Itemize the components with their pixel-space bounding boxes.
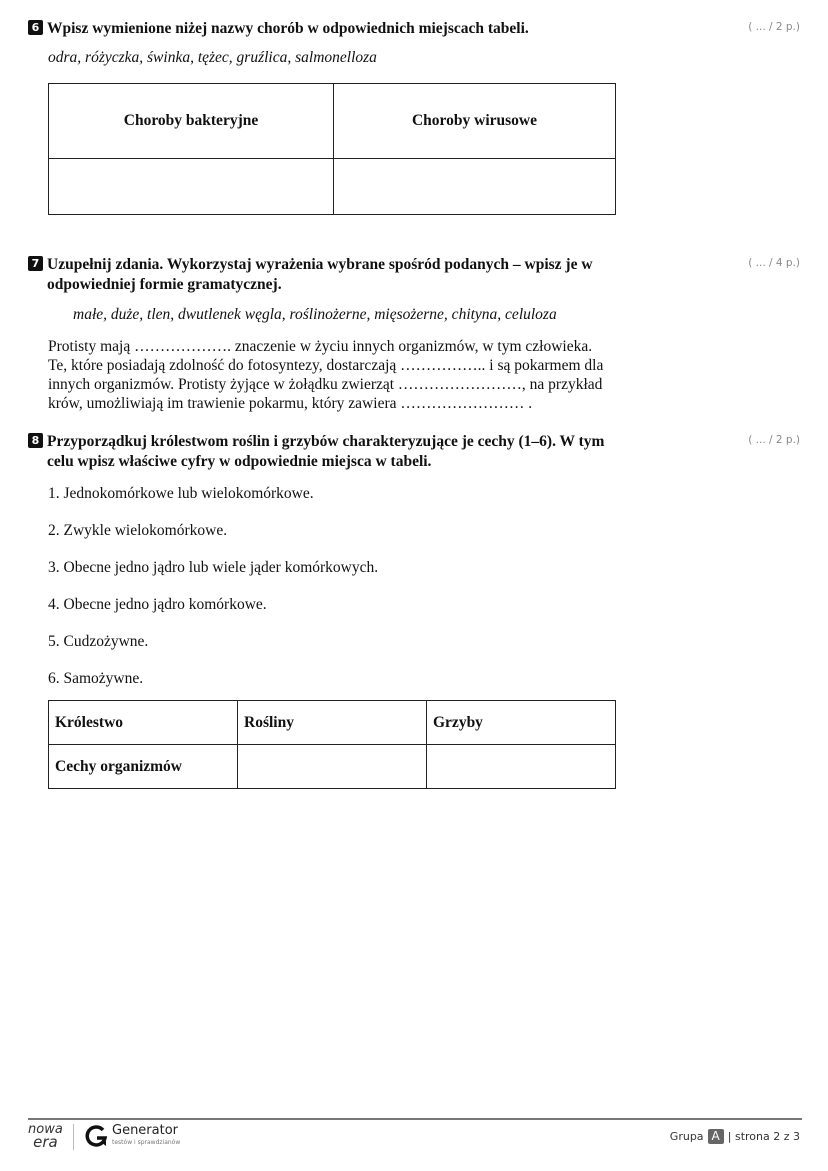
logo-text-nowa: nowa bbox=[28, 1122, 63, 1137]
list-item: 1. Jednokomórkowe lub wielokomórkowe. bbox=[48, 485, 314, 502]
page-number: | strona 2 z 3 bbox=[727, 1130, 800, 1143]
group-label: Grupa bbox=[669, 1130, 704, 1143]
task-number-badge: 6 bbox=[28, 20, 43, 35]
paragraph-line: krów, umożliwiają im trawienie pokarmu, który zawiera …………………… . bbox=[48, 395, 533, 412]
answer-cell-bacterial[interactable] bbox=[49, 159, 334, 215]
points-label: ( ... / 4 p.) bbox=[748, 257, 800, 269]
list-item: 5. Cudzożywne. bbox=[48, 633, 149, 650]
answer-cell-viral[interactable] bbox=[334, 159, 616, 215]
task-question: Przyporządkuj królestwom roślin i grzybów charakteryzujące je cechy (1–6). W tym celu wpisz właściwe cyfry w odpowiednie miejsca w tabeli. bbox=[47, 433, 605, 470]
paragraph-line: Protisty mają ………………. znaczenie w życiu innych organizmów, w tym człowieka. bbox=[48, 338, 593, 355]
list-item: 2. Zwykle wielokomórkowe. bbox=[48, 522, 228, 539]
task-number-badge: 8 bbox=[28, 433, 43, 448]
fill-in-paragraph bbox=[48, 337, 828, 413]
answer-cell-fungi[interactable] bbox=[427, 745, 616, 789]
word-bank: małe, duże, tlen, dwutlenek węgla, roślinożerne, mięsożerne, chityna, celuloza bbox=[73, 306, 557, 323]
header-fungi: Grzyby bbox=[427, 701, 616, 745]
task-question: Wpisz wymienione niżej nazwy chorób w odpowiednich miejscach tabeli. bbox=[47, 20, 529, 37]
paragraph-line: innych organizmów. Protisty żyjące w żołądku zwierząt ……………………, na przykład bbox=[48, 376, 603, 393]
header-kingdom: Królestwo bbox=[49, 701, 238, 745]
logo-separator bbox=[73, 1124, 74, 1150]
logo-text-era: era bbox=[33, 1133, 58, 1151]
task-number-badge: 7 bbox=[28, 256, 43, 271]
row-label-features: Cechy organizmów bbox=[49, 745, 238, 789]
task-6 bbox=[28, 19, 828, 67]
footer-divider bbox=[28, 1118, 802, 1120]
generator-logo-icon bbox=[84, 1124, 108, 1148]
paragraph-line: Te, które posiadają zdolność do fotosyntezy, dostarczają …………….. i są pokarmem dla bbox=[48, 357, 604, 374]
nowa-era-logo bbox=[28, 1124, 63, 1149]
header-viral: Choroby wirusowe bbox=[334, 84, 616, 159]
points-label: ( ... / 2 p.) bbox=[748, 434, 800, 446]
word-bank: odra, różyczka, świnka, tężec, gruźlica, salmonelloza bbox=[48, 49, 377, 66]
task-7 bbox=[28, 255, 828, 413]
answer-cell-plants[interactable] bbox=[238, 745, 427, 789]
feature-list bbox=[48, 484, 828, 706]
list-item: 3. Obecne jedno jądro lub wiele jąder komórkowych. bbox=[48, 559, 379, 576]
header-plants: Rośliny bbox=[238, 701, 427, 745]
list-item: 4. Obecne jedno jądro komórkowe. bbox=[48, 596, 267, 613]
diseases-table bbox=[48, 83, 616, 215]
page-info bbox=[670, 1129, 800, 1144]
group-badge: A bbox=[708, 1129, 724, 1144]
generator-subtitle: testów i sprawdzianów bbox=[112, 1139, 181, 1146]
task-8 bbox=[28, 432, 828, 706]
kingdoms-table bbox=[48, 700, 616, 789]
header-bacterial: Choroby bakteryjne bbox=[49, 84, 334, 159]
task-question: Uzupełnij zdania. Wykorzystaj wyrażenia wybrane spośród podanych – wpisz je w odpowiedniej formie gramatycznej. bbox=[47, 256, 593, 293]
generator-title: Generator bbox=[112, 1123, 179, 1138]
list-item: 6. Samożywne. bbox=[48, 670, 144, 687]
points-label: ( ... / 2 p.) bbox=[748, 21, 800, 33]
